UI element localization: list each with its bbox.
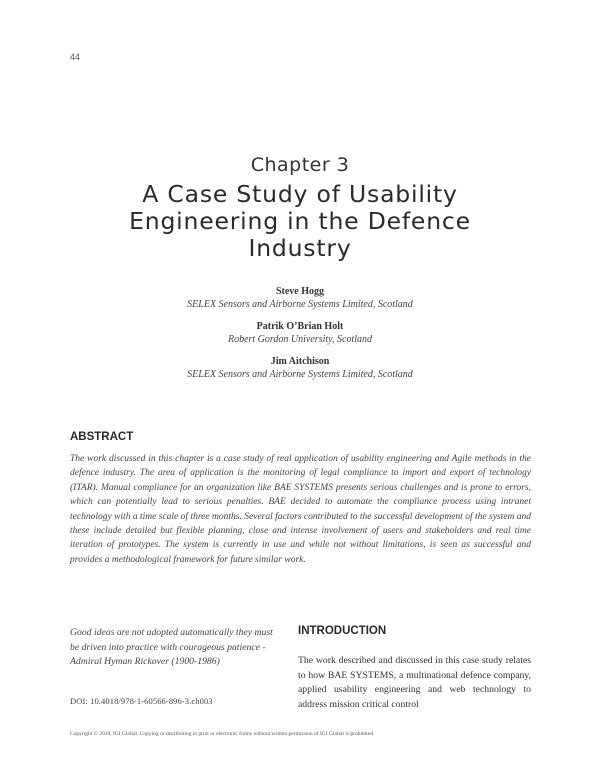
author-block [0, 285, 600, 311]
author-name: Patrik O’Brian Holt [256, 321, 344, 332]
page-number: 44 [70, 52, 81, 62]
chapter-label: Chapter 3 [250, 154, 350, 176]
abstract-body: The work discussed in this chapter is a case study of real application of usability engineering and Agile methods in the defence industry. The area of application is the monitoring of legal compliance to import and export of technology (ITAR). Manual compliance for an organization like BAE SYSTEMS presents serious challenges and is prone to errors, which can potentially lead to serious penalties. BAE decided to automate the compliance process using intranet technology with a time scale of three months. Several factors contributed to the successful development of the system and these include detailed but flexible planning, close and intense involvement of users and stakeholders and real time iteration of prototypes. The system is currently in use and while not without limitations, is seen as successful and provides a methodological framework for future similar work. [70, 454, 531, 565]
copyright-notice: Copyright © 2010, IGI Global. Copying or distributing in print or electronic forms without written permission of IGI Global is prohibited. [70, 731, 375, 737]
introduction-body: The work described and discussed in this case study relates to how BAE SYSTEMS, a multinational defence company, applied usability engineering and web technology to address mission critical control [298, 655, 531, 710]
epigraph-quote: Good ideas are not adopted automatically they must be driven into practice with courageous patience -Admiral Hyman Rickover (1900-1986) [70, 627, 273, 667]
abstract-heading: ABSTRACT [70, 431, 134, 443]
author-block [0, 355, 600, 381]
author-name: Jim Aitchison [270, 356, 330, 367]
author-block [0, 320, 600, 346]
introduction-heading: INTRODUCTION [298, 625, 387, 637]
chapter-title: A Case Study of Usability Engineering in the Defence Industry [129, 180, 471, 262]
author-affiliation: SELEX Sensors and Airborne Systems Limited, Scotland [187, 299, 413, 310]
author-name: Steve Hogg [275, 286, 325, 297]
author-affiliation: SELEX Sensors and Airborne Systems Limited, Scotland [187, 369, 413, 380]
author-affiliation: Robert Gordon University, Scotland [227, 334, 373, 345]
doi-text: DOI: 10.4018/978-1-60566-896-3.ch003 [70, 696, 213, 706]
